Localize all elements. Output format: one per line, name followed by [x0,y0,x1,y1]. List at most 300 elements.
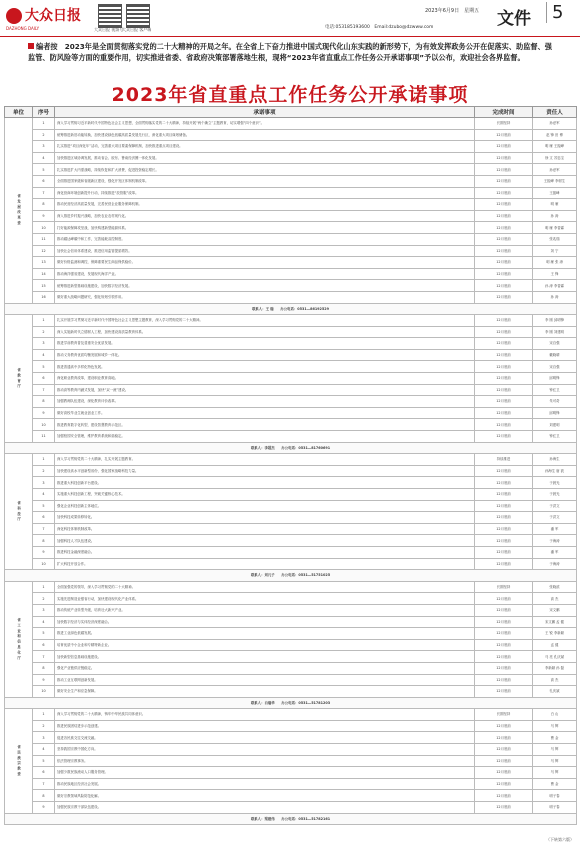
table-row [5,628,577,640]
owner-cell: 于海涛 [533,558,577,570]
column-header: 序号 [33,107,55,118]
table-row [5,396,577,408]
table-row [5,384,577,396]
table-row [5,268,577,280]
table-row [5,720,577,732]
deadline-cell: 12月底前 [475,222,533,234]
table-row [5,802,577,814]
row-number: 12 [33,245,55,257]
row-number: 10 [33,419,55,431]
table-row [5,129,577,141]
column-header: 完成时间 [475,107,533,118]
table-row [5,118,577,130]
owner-cell: 刘 宁 [533,245,577,257]
qr-code-icon [126,4,150,28]
owner-cell: 孙海生 唐 波 [533,465,577,477]
row-number: 2 [33,720,55,732]
deadline-cell: 12月底前 [475,744,533,756]
row-number: 3 [33,141,55,153]
deadline-cell: 12月底前 [475,558,533,570]
owner-cell: 潘 军 [533,523,577,535]
row-number: 5 [33,500,55,512]
owner-cell: 张兆瑞 [533,233,577,245]
row-number: 5 [33,628,55,640]
contact-row [5,570,577,582]
row-number: 3 [33,477,55,489]
commitment-text: 深入推进乡村振兴战略，加快农业农村现代化。 [55,210,475,222]
table-row [5,233,577,245]
deadline-cell: 12月底前 [475,349,533,361]
commitment-text: 扎实开展学习贯彻习近平新时代中国特色社会主义思想主题教育，深入学习贯彻党的二十大精神。 [55,315,475,327]
table-row [5,778,577,790]
section-contact: 联系人：刘凡子 办公电话：0531—51751025 [5,570,577,582]
qr-code-icon [98,4,122,28]
deadline-cell: 12月底前 [475,790,533,802]
row-number: 4 [33,152,55,164]
deadline-cell: 12月底前 [475,802,533,814]
table-row [5,210,577,222]
table-row [5,639,577,651]
contact-line: 电话:053185193600 Email:dzubo@dzwww.com [325,25,434,30]
table-row [5,512,577,524]
section-contact: 联系人：梁建伟 办公电话：0531—51782161 [5,813,577,825]
owner-cell: 于洪文 [533,500,577,512]
commitment-text: 实施先进制造业强省行动，加快建设现代化产业体系。 [55,593,475,605]
table-row [5,291,577,303]
commitment-text: 坚持我国宗教中国化方向。 [55,744,475,756]
row-number: 5 [33,361,55,373]
table-row [5,535,577,547]
commitment-text: 做好安全生产和应急保障。 [55,686,475,698]
deadline-cell: 12月底前 [475,175,533,187]
row-number: 10 [33,686,55,698]
editor-note-text: 编者按 2023年是全面贯彻落实党的二十大精神的开局之年。在全省上下奋力推进中国式现代化山东实践的新形势下，为有效发挥政务公开在促落实、助监督、强监管、防风险等方面的重要作用，切实推进省委、省政府决策部署落地生根，现将“2023年省直重点工作任务公开承诺事项”予以公布，欢迎社会各界监督。 [28,42,552,62]
deadline-cell: 12月底前 [475,129,533,141]
owner-cell: 戴晓晴 [533,349,577,361]
commitment-text: 推进科技金融深度融合。 [55,546,475,558]
commitment-text: 做好价格监测和调控，保障重要民生商品保供稳价。 [55,257,475,269]
row-number: 7 [33,187,55,199]
row-number: 4 [33,744,55,756]
owner-cell: 朱可奇 [533,396,577,408]
row-number: 5 [33,164,55,176]
table-row [5,199,577,211]
commitment-text: 深入学习贯彻党的二十大精神，铸牢中华民族共同体意识。 [55,709,475,721]
deadline-cell: 12月底前 [475,720,533,732]
deadline-cell: 12月底前 [475,546,533,558]
deadline-cell: 12月底前 [475,767,533,779]
owner-cell: 邱明锋 [533,373,577,385]
section-contact: 联系人：白瑞华 办公电话：0531—51781203 [5,697,577,709]
masthead [0,0,580,37]
table-row [5,152,577,164]
commitment-text: 加强民族宗教干部队伍建设。 [55,802,475,814]
table-row [5,245,577,257]
owner-cell: 王 锐 李新颖 [533,628,577,640]
commitment-text: 推进学前教育普及普惠安全优质发展。 [55,338,475,350]
commitment-text: 推动义务教育优质均衡发展和城乡一体化。 [55,349,475,361]
deadline-cell: 12月底前 [475,280,533,292]
deadline-cell: 12月底前 [475,291,533,303]
owner-cell: 马 辉 [533,744,577,756]
commitment-text: 推进重大科技创新平台建设。 [55,477,475,489]
table-row [5,686,577,698]
owner-cell: 于洪文 [533,512,577,524]
deadline-cell: 12月底前 [475,326,533,338]
commitment-text: 做好宗教领域风险防范化解。 [55,790,475,802]
commitment-text: 加强校园安全管理，维护教育系统和谐稳定。 [55,431,475,443]
deadline-cell: 12月底前 [475,651,533,663]
commitment-text: 推动海洋强省建设，发展现代海洋产业。 [55,268,475,280]
owner-cell: 于海涛 [533,535,577,547]
table-row [5,477,577,489]
owner-cell: 钟红卫 [533,431,577,443]
commitment-text: 推进教育数字化转型，建设智慧教育示范区。 [55,419,475,431]
table-row [5,709,577,721]
unit-name: 省民族宗教委 [5,709,33,813]
table-row [5,593,577,605]
owner-cell: 赵 锋 田 博 [533,129,577,141]
owner-cell: 潘 军 [533,546,577,558]
logo-emblem-icon [6,8,22,24]
owner-cell: 曹 金 [533,778,577,790]
deadline-cell: 12月底前 [475,616,533,628]
paper-name: 大众日报 [25,8,81,24]
owner-cell: 于晨光 [533,477,577,489]
owner-cell: 明 雁 李香霖 [533,222,577,234]
deadline-cell: 12月底前 [475,628,533,640]
table-row [5,767,577,779]
row-number: 8 [33,396,55,408]
owner-cell: 孙 涛 李香霖 [533,280,577,292]
deadline-cell: 12月底前 [475,187,533,199]
owner-cell: 马 辉 [533,720,577,732]
unit-name: 省教育厅 [5,315,33,443]
commitment-text: 加快数字经济与实体经济深度融合。 [55,616,475,628]
table-row [5,349,577,361]
deadline-cell: 12月底前 [475,500,533,512]
commitment-text: 加强教师队伍建设，深化教育评价改革。 [55,396,475,408]
deadline-cell: 12月底前 [475,152,533,164]
row-number: 1 [33,709,55,721]
commitment-text: 强化企业科技创新主体地位。 [55,500,475,512]
row-number: 6 [33,767,55,779]
table-header-row [5,107,577,118]
row-number: 8 [33,535,55,547]
commitment-text: 加快建设高水平创新型省份，强化国家战略科技力量。 [55,465,475,477]
row-number: 9 [33,674,55,686]
row-number: 1 [33,118,55,130]
contact-row [5,442,577,454]
owner-cell: 于晨光 [533,489,577,501]
row-number: 8 [33,662,55,674]
commitment-text: 促进各民族交往交流交融。 [55,732,475,744]
table-row [5,755,577,767]
contact-row [5,813,577,825]
commitment-text: 推动工业互联网创新发展。 [55,674,475,686]
unit-name: 省发展改革委 [5,118,33,304]
issue-date: 2023年6月9日 星期五 [425,8,480,14]
table-row [5,651,577,663]
table-row [5,581,577,593]
commitment-text: 推进民族团结进步示范创建。 [55,720,475,732]
table-row [5,326,577,338]
table-row [5,361,577,373]
commitment-text: 深化营商环境创新提升行动，持续推进“放管服”改革。 [55,187,475,199]
commitment-text: 全面加强党的领导，深入学习贯彻党的二十大精神。 [55,581,475,593]
page-number: 5 [546,2,563,23]
row-number: 7 [33,651,55,663]
commitment-text: 加快社会信用体系建设，推进信用监管提质增效。 [55,245,475,257]
row-number: 2 [33,129,55,141]
owner-cell: 宋自强 [533,361,577,373]
deadline-cell: 12月底前 [475,338,533,350]
commitment-text: 依法管理宗教事务。 [55,755,475,767]
table-row [5,164,577,176]
row-number: 15 [33,280,55,292]
commitment-text: 统筹推进新旧动能转换，加快建设绿色低碳高质量发展先行区，深化重大项目谋划储备。 [55,129,475,141]
owner-cell: 宋自强 [533,338,577,350]
row-number: 5 [33,755,55,767]
row-number: 1 [33,581,55,593]
row-number: 14 [33,268,55,280]
commitment-text: 加快新型信息基础设施建设。 [55,651,475,663]
commitment-text: 加快科技成果转移转化。 [55,512,475,524]
column-header: 责任人 [533,107,577,118]
deadline-cell: 12月底前 [475,489,533,501]
commitment-text: 深化科技体制机制改革。 [55,523,475,535]
table-row [5,222,577,234]
deadline-cell: 12月底前 [475,245,533,257]
row-number: 10 [33,558,55,570]
deadline-cell: 12月底前 [475,419,533,431]
row-number: 3 [33,338,55,350]
table-row [5,790,577,802]
commitment-text: 推进普通高中多样化特色发展。 [55,361,475,373]
row-number: 9 [33,546,55,558]
owner-cell: 徐 文 苏忠宝 [533,152,577,164]
deadline-cell: 12月底前 [475,662,533,674]
deadline-cell: 12月底前 [475,535,533,547]
owner-cell: 孟 健 [533,639,577,651]
deadline-cell: 12月底前 [475,141,533,153]
qr-caption-2: 大众日报 客户端 [122,27,152,32]
owner-cell: 孙 涛 [533,291,577,303]
owner-cell: 李新颖 孙 磊 [533,662,577,674]
commitment-text: 推进工业绿色低碳发展。 [55,628,475,640]
deadline-cell: 12月底前 [475,639,533,651]
table-row [5,523,577,535]
row-number: 9 [33,407,55,419]
owner-cell: 明 雁 王振峰 [533,141,577,153]
owner-cell: 宋文鹏 孟 健 [533,616,577,628]
deadline-cell: 12月底前 [475,396,533,408]
commitment-text: 推动民营经济高质量发展，完善民营企业服务保障机制。 [55,199,475,211]
deadline-cell: 12月底前 [475,778,533,790]
owner-cell: 孔庆斌 [533,686,577,698]
deadline-cell: 12月底前 [475,604,533,616]
table-row [5,257,577,269]
table-row [5,732,577,744]
commitment-text: 加强科技人才队伍建设。 [55,535,475,547]
commitment-text: 深入学习贯彻党的二十大精神，扎实开展主题教育。 [55,454,475,466]
commitment-text: 深入学习贯彻习近平新时代中国特色社会主义思想，全面贯彻落实党的二十大精神，持续开展“两个确立”主题教育，切实增强“四个意识”。 [55,118,475,130]
contact-row [5,697,577,709]
deadline-cell: 12月底前 [475,431,533,443]
commitment-text: 推动高等教育内涵式发展，加快“双一流”建设。 [55,384,475,396]
deadline-cell: 长期坚持 [475,581,533,593]
deadline-cell: 12月底前 [475,755,533,767]
row-number: 9 [33,210,55,222]
table-row [5,419,577,431]
commitment-text: 全面推进国家级和省级新区建设，强化开发区体制机制改革。 [55,175,475,187]
deadline-cell: 12月底前 [475,686,533,698]
commitment-text: 培育优质中小企业和专精特新企业。 [55,639,475,651]
commitment-text: 打好能源保障攻坚战，加快构建新型能源体系。 [55,222,475,234]
column-header: 承诺事项 [55,107,475,118]
commitment-text: 做好重大战略问题研究，强化规划引领作用。 [55,291,475,303]
table-row [5,187,577,199]
commitments-table [4,106,577,825]
row-number: 6 [33,175,55,187]
row-number: 4 [33,489,55,501]
deadline-cell: 12月底前 [475,674,533,686]
owner-cell: 钟红卫 [533,384,577,396]
table-body [5,118,577,825]
table-row [5,454,577,466]
row-number: 3 [33,732,55,744]
commitment-text: 统筹推进新型基础设施建设，加快数字经济发展。 [55,280,475,292]
table-row [5,546,577,558]
row-number: 6 [33,373,55,385]
contact-row [5,303,577,315]
table-row [5,674,577,686]
page-headline: 2023年省直重点工作任务公开承诺事项 [111,84,469,106]
section-contact: 联系人：李超杰 办公电话：0531—81760691 [5,442,577,454]
deadline-cell: 12月底前 [475,315,533,327]
commitment-text: 扎实推进“项目深化年”活动，完善重大项目要素保障机制，加快推进重点项目建设。 [55,141,475,153]
row-number: 6 [33,639,55,651]
deadline-cell: 长期坚持 [475,709,533,721]
owner-cell: 高 杰 [533,674,577,686]
deadline-cell: 12月底前 [475,361,533,373]
commitment-text: 推动碳达峰碳中和工作，完善能耗双控制度。 [55,233,475,245]
row-number: 1 [33,454,55,466]
owner-cell: 马 亮 孔庆斌 [533,651,577,663]
deadline-cell: 12月底前 [475,732,533,744]
editor-note [28,42,552,64]
table-row [5,280,577,292]
owner-cell: 高 杰 [533,593,577,605]
row-number: 2 [33,326,55,338]
unit-name: 省工业和信息化厅 [5,581,33,697]
row-number: 2 [33,465,55,477]
owner-cell: 孙爱军 [533,164,577,176]
owner-cell: 明子春 [533,802,577,814]
owner-cell: 明子春 [533,790,577,802]
commitment-text: 强化产业链供应链稳定。 [55,662,475,674]
commitment-text: 加强少数民族流动人口服务管理。 [55,767,475,779]
table-row [5,744,577,756]
commitment-text: 扩大科技开放合作。 [55,558,475,570]
commitment-text: 扎实推进扩大内需战略，持续恢复和扩大消费，促进投资稳定增长。 [55,164,475,176]
deadline-cell: 持续推进 [475,454,533,466]
owner-cell: 李 刚 邱明锋 [533,315,577,327]
owner-cell: 白 山 [533,709,577,721]
owner-cell: 明 雁 张 涛 [533,257,577,269]
deadline-cell: 12月底前 [475,257,533,269]
row-number: 7 [33,384,55,396]
row-number: 4 [33,349,55,361]
deadline-cell: 12月底前 [475,268,533,280]
row-number: 6 [33,512,55,524]
table-row [5,604,577,616]
square-bullet-icon [28,43,34,49]
owner-cell: 王 锋 [533,268,577,280]
continued-note: （下转第六版） [546,837,574,842]
table-row [5,558,577,570]
deadline-cell: 12月底前 [475,210,533,222]
row-number: 7 [33,778,55,790]
owner-cell: 马 辉 [533,755,577,767]
table-row [5,431,577,443]
paper-subtitle: DAZHONG DAILY [6,26,40,31]
deadline-cell: 12月底前 [475,465,533,477]
row-number: 1 [33,315,55,327]
commitment-text: 做好高校毕业生就业创业工作。 [55,407,475,419]
table-row [5,465,577,477]
row-number: 7 [33,523,55,535]
owner-cell: 马 辉 [533,767,577,779]
owner-cell: 李 刚 刘建明 [533,326,577,338]
row-number: 11 [33,431,55,443]
row-number: 8 [33,199,55,211]
table-row [5,338,577,350]
deadline-cell: 12月底前 [475,407,533,419]
row-number: 2 [33,593,55,605]
table-row [5,373,577,385]
deadline-cell: 12月底前 [475,593,533,605]
qr-caption-1: 大众日报 视频号 [94,27,124,32]
commitment-text: 深入实施新时代立德树人工程，加快建设高质量教育体系。 [55,326,475,338]
deadline-cell: 12月底前 [475,164,533,176]
deadline-cell: 12月底前 [475,384,533,396]
table-row [5,500,577,512]
deadline-cell: 12月底前 [475,523,533,535]
unit-name: 省科技厅 [5,454,33,570]
table-row [5,662,577,674]
row-number: 10 [33,222,55,234]
table-row [5,407,577,419]
column-header: 单位 [5,107,33,118]
section-contact: 联系人：王 瑞 办公电话：0531—86192529 [5,303,577,315]
owner-cell: 邱明锋 [533,407,577,419]
owner-cell: 宋文鹏 [533,604,577,616]
commitment-text: 深化职业教育改革，建设职业教育高地。 [55,373,475,385]
commitment-text: 加快推进区域协调发展，推动省会、胶东、鲁南经济圈一体化发展。 [55,152,475,164]
section-name: 文件 [497,9,531,29]
row-number: 3 [33,604,55,616]
deadline-cell: 12月底前 [475,233,533,245]
deadline-cell: 长期坚持 [475,118,533,130]
commitment-text: 实施重大科技创新工程，突破关键核心技术。 [55,489,475,501]
row-number: 16 [33,291,55,303]
deadline-cell: 12月底前 [475,512,533,524]
owner-cell: 孙海生 [533,454,577,466]
row-number: 9 [33,802,55,814]
commitment-text: 推动传统产业转型升级，培育壮大新兴产业。 [55,604,475,616]
owner-cell: 王振峰 [533,187,577,199]
